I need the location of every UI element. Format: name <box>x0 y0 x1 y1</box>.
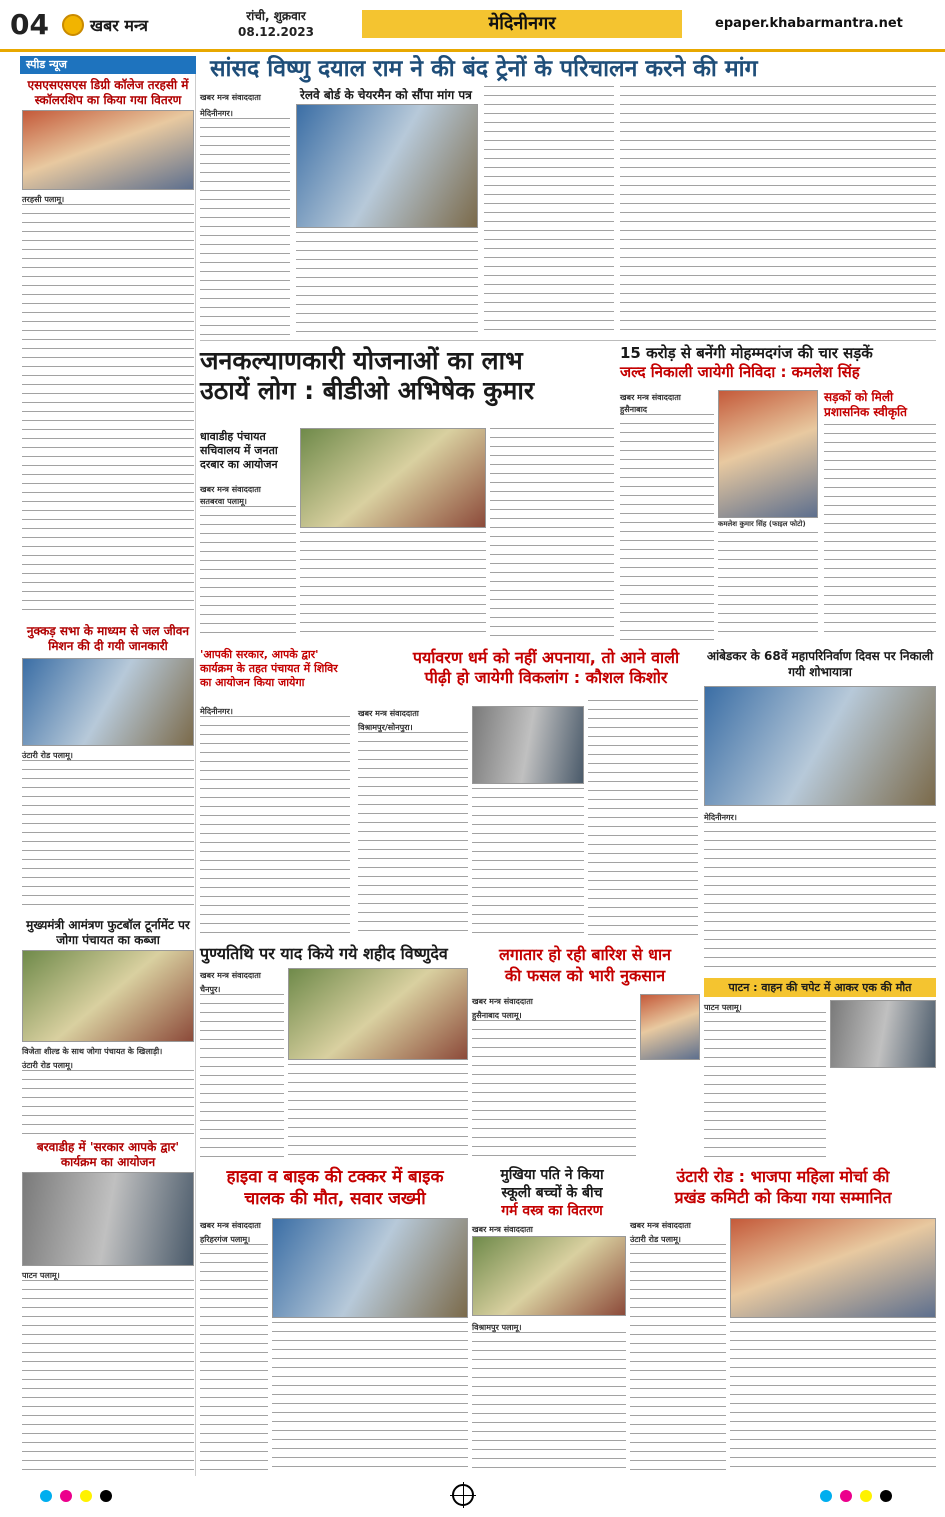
brand-name: खबर मन्त्र <box>90 16 148 35</box>
story8-body <box>472 1020 636 1162</box>
magenta-dot <box>60 1490 72 1502</box>
city-day: रांची, शुक्रवार <box>246 9 306 23</box>
story8-headline-line1: लगातार हो रही बारिश से धान <box>498 945 671 964</box>
story3-body-col1 <box>620 414 714 640</box>
story12-dateline: उंटारी रोड पलामू। <box>630 1235 681 1244</box>
story3-headline[interactable] <box>620 344 936 382</box>
yellow-dot <box>80 1490 92 1502</box>
story2-dateline: सतबरवा पलामू। <box>200 497 247 506</box>
sidebar-story-4-dateline: पाटन पलामू। <box>22 1271 60 1280</box>
story7-body-col1 <box>200 994 284 1162</box>
story2-byline: खबर मन्त्र संवाददाता <box>200 485 261 494</box>
dateline-header <box>226 8 326 40</box>
story3-photo-caption: कमलेश कुमार सिंह (फाइल फोटो) <box>718 520 806 528</box>
sidebar-story-3-caption: विजेता शील्ड के साथ जोगा पंचायत के खिलाड़ी। <box>22 1047 163 1056</box>
story3-body-col2 <box>718 532 818 640</box>
story2-photo <box>300 428 486 528</box>
black-dot <box>100 1490 112 1502</box>
story9-photo <box>830 1000 936 1068</box>
story11-headline-line1: मुखिया पति ने किया <box>500 1167 604 1183</box>
magenta-dot-right <box>840 1490 852 1502</box>
sidebar-story-3-body <box>22 1070 194 1134</box>
sidebar-story-3-headline[interactable]: मुख्यमंत्री आमंत्रण फुटबॉल टूर्नामेंट पर जोगा पंचायत का कब्जा <box>26 918 190 947</box>
story9-headline[interactable]: पाटन : वाहन की चपेट में आकर एक की मौत <box>704 978 936 997</box>
story5-photo <box>472 706 584 784</box>
yellow-dot-right <box>860 1490 872 1502</box>
lead-body-col4 <box>620 86 936 336</box>
lead-headline[interactable]: सांसद विष्णु दयाल राम ने की बंद ट्रेनों के परिचालन करने की मांग <box>210 56 758 82</box>
story7-dateline: चैनपुर। <box>200 985 221 994</box>
sidebar-story-2-headline[interactable]: नुक्कड़ सभा के माध्यम से जल जीवन मिशन की दी गयी जानकारी <box>26 624 190 653</box>
sidebar-story-1-body <box>22 204 194 614</box>
story3-byline: खबर मन्त्र संवाददाता <box>620 393 681 402</box>
story7-byline: खबर मन्त्र संवाददाता <box>200 971 261 980</box>
logo-icon <box>62 14 84 36</box>
story12-headline-line1: उंटारी रोड : भाजपा महिला मोर्चा की <box>676 1167 890 1186</box>
lead-subhead: रेलवे बोर्ड के चेयरमैन को सौंपा मांग पत्र <box>300 88 472 102</box>
story10-body-col2 <box>272 1322 468 1470</box>
story6-photo <box>704 686 936 806</box>
story6-body <box>704 822 936 972</box>
sidebar-story-1-dateline: तरहसी पलामू। <box>22 195 65 204</box>
story5-headline-line2: पीढ़ी हो जायेगी विकलांग : कौशल किशोर <box>424 668 668 687</box>
black-dot-right <box>880 1490 892 1502</box>
story11-dateline: विश्रामपुर पलामू। <box>472 1323 522 1332</box>
story8-photo <box>640 994 700 1060</box>
story5-dateline: विश्रामपुर/सोनपुरा। <box>358 723 413 732</box>
website-link[interactable]: epaper.khabarmantra.net <box>715 16 903 31</box>
issue-date: 08.12.2023 <box>238 25 314 39</box>
story3-headline-line2: जल्द निकाली जायेगी निविदा : कमलेश सिंह <box>620 363 860 381</box>
story12-body-col1 <box>630 1244 726 1470</box>
story2-headline[interactable] <box>200 346 620 406</box>
sidebar-story-2-dateline: उंटारी रोड पलामू। <box>22 751 73 760</box>
story5-headline[interactable] <box>356 648 736 688</box>
story10-body-col1 <box>200 1244 268 1470</box>
lead-body-col2 <box>296 232 478 336</box>
story10-headline-line2: चालक की मौत, सवार जख्मी <box>244 1189 426 1209</box>
story9-body <box>704 1012 826 1162</box>
story4-body <box>200 716 350 938</box>
sidebar-story-1-photo <box>22 110 194 190</box>
sidebar-story-4-headline[interactable]: बरवाडीह में 'सरकार आपके द्वार' कार्यक्रम का आयोजन <box>36 1140 180 1169</box>
story3-headline-line1: 15 करोड़ से बनेंगी मोहम्मदगंज की चार सड़कें <box>620 344 873 362</box>
sidebar-story-4-photo <box>22 1172 194 1266</box>
story11-headline[interactable] <box>472 1166 632 1220</box>
story2-headline-line1: जनकल्याणकारी योजनाओं का लाभ <box>200 346 523 375</box>
sidebar-story-4-body <box>22 1280 194 1470</box>
story12-headline[interactable] <box>630 1166 936 1208</box>
story10-byline: खबर मन्त्र संवाददाता <box>200 1221 261 1230</box>
story8-headline-line2: की फसल को भारी नुकसान <box>504 966 666 985</box>
story12-byline: खबर मन्त्र संवाददाता <box>630 1221 691 1230</box>
story5-byline: खबर मन्त्र संवाददाता <box>358 709 419 718</box>
story11-byline: खबर मन्त्र संवाददाता <box>472 1225 533 1234</box>
story7-headline[interactable]: पुण्यतिथि पर याद किये गये शहीद विष्णुदेव <box>200 944 448 963</box>
story6-dateline: मेदिनीनगर। <box>704 813 737 822</box>
story5-headline-line1: पर्यावरण धर्म को नहीं अपनाया, तो आने वाली <box>412 648 680 667</box>
story3-kicker: सड़कों को मिली प्रशासनिक स्वीकृति <box>824 390 907 419</box>
story3-photo <box>718 390 818 518</box>
story2-headline-line2: उठायें लोग : बीडीओ अभिषेक कुमार <box>200 376 535 405</box>
story2-body-col3 <box>490 428 614 640</box>
story10-headline-line1: हाइवा व बाइक की टक्कर में बाइक <box>226 1167 444 1187</box>
lead-body-col1 <box>200 118 290 336</box>
divider <box>200 340 936 341</box>
sidebar-tab[interactable]: स्पीड न्यूज <box>20 56 196 74</box>
story5-body-col3 <box>588 700 698 938</box>
story7-body-col2 <box>288 1064 468 1162</box>
story7-photo <box>288 968 468 1060</box>
story11-body <box>472 1332 626 1470</box>
story5-body-col2 <box>472 788 584 938</box>
story3-dateline: हुसैनाबाद <box>620 405 648 414</box>
story12-headline-line2: प्रखंड कमिटी को किया गया सम्मानित <box>674 1188 892 1207</box>
story10-headline[interactable] <box>200 1166 470 1210</box>
sidebar-story-3-dateline: उंटारी रोड पलामू। <box>22 1061 73 1070</box>
lead-dateline: मेदिनीनगर। <box>200 109 233 118</box>
sidebar-story-3-photo <box>22 950 194 1042</box>
story2-body-col1 <box>200 506 296 640</box>
story11-headline-line2: स्कूली बच्चों के बीच <box>501 1185 603 1201</box>
story3-body-col3 <box>824 424 936 640</box>
story12-photo <box>730 1218 936 1318</box>
story2-body-col2 <box>300 532 486 640</box>
lead-body-col3 <box>484 86 614 336</box>
story2-kicker: धावाडीह पंचायत सचिवालय में जनता दरबार का आयोजन <box>200 430 278 471</box>
cyan-dot-right <box>820 1490 832 1502</box>
story9-dateline: पाटन पलामू। <box>704 1003 742 1012</box>
story8-byline: खबर मन्त्र संवाददाता <box>472 997 533 1006</box>
registration-mark-icon <box>452 1484 474 1506</box>
story12-body-col2 <box>730 1322 936 1470</box>
page-number: 04 <box>10 8 49 41</box>
story8-dateline: हुसैनाबाद पलामू। <box>472 1011 522 1020</box>
story8-headline[interactable] <box>470 944 700 986</box>
story10-photo <box>272 1218 468 1318</box>
cyan-dot <box>40 1490 52 1502</box>
story6-headline[interactable]: आंबेडकर के 68वें महापरिनिर्वाण दिवस पर निकाली गयी शोभायात्रा <box>706 649 934 679</box>
story10-dateline: हरिहरगंज पलामू। <box>200 1235 251 1244</box>
sidebar-story-2-photo <box>22 658 194 746</box>
lead-byline: खबर मन्त्र संवाददाता <box>200 93 261 102</box>
lead-photo <box>296 104 478 228</box>
section-title: मेदिनीनगर <box>362 10 682 38</box>
sidebar-story-2-body <box>22 760 194 910</box>
story11-headline-line3: गर्म वस्त्र का वितरण <box>501 1203 603 1219</box>
story11-photo <box>472 1236 626 1316</box>
sidebar-story-1-headline[interactable]: एसएसएसएस डिग्री कॉलेज तरहसी में स्कॉलरशिप का किया गया वितरण <box>27 78 189 107</box>
story4-headline[interactable]: 'आपकी सरकार, आपके द्वार' कार्यक्रम के तहत पंचायत में शिविर का आयोजन किया जायेगा <box>200 648 338 689</box>
story4-dateline: मेदिनीनगर। <box>200 707 233 716</box>
story5-body-col1 <box>358 732 468 938</box>
